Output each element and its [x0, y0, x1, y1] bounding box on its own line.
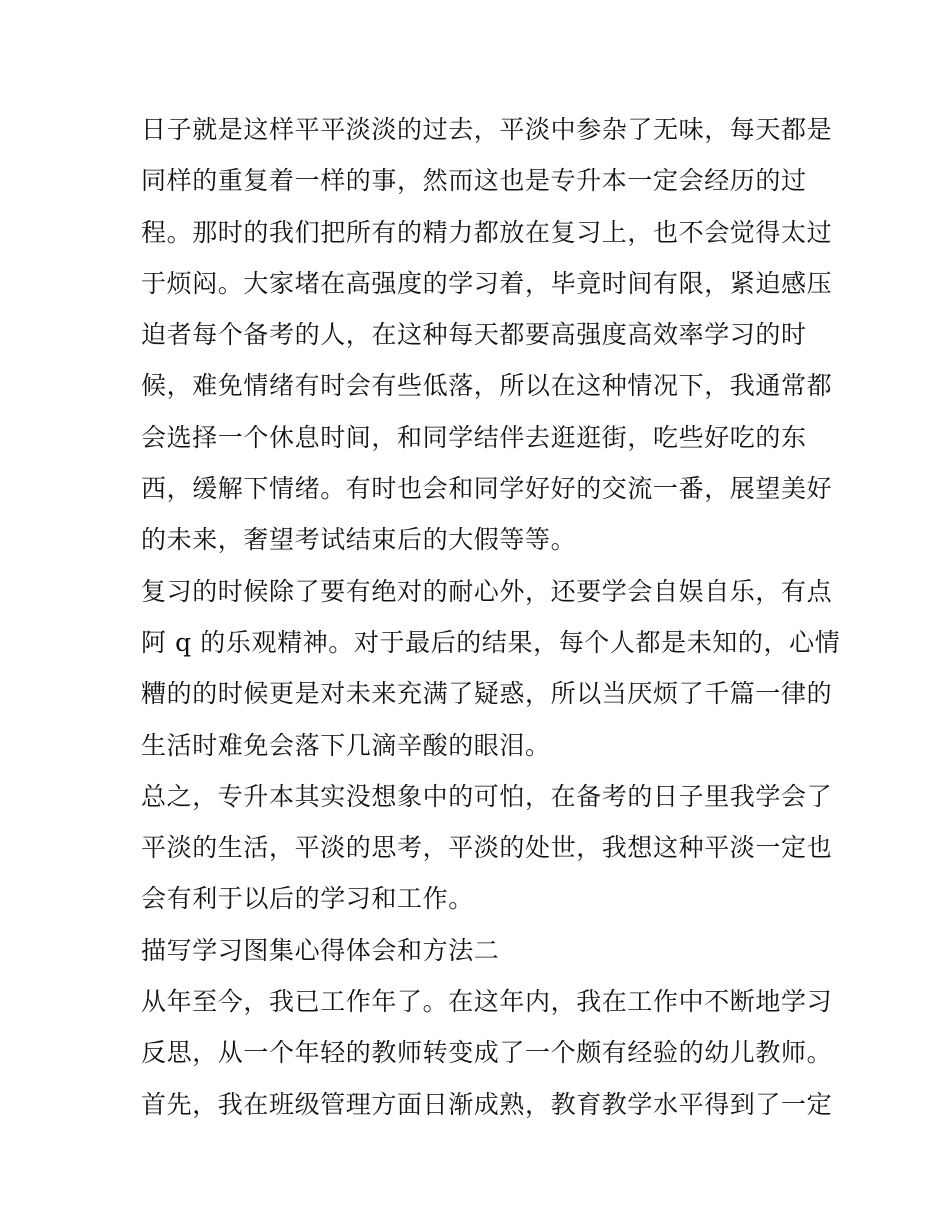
- document-body: [141, 104, 841, 1130]
- section-heading: 描写学习图集心得体会和方法二: [141, 935, 500, 965]
- text-line: 阿 q 的乐观精神。对于最后的结果，每个人都是未知的，心情: [141, 627, 841, 657]
- text-line: 首先，我在班级管理方面日渐成熟，教育教学水平得到了一定: [141, 1089, 833, 1119]
- text-line: 同样的重复着一样的事，然而这也是专升本一定会经历的过: [141, 166, 807, 196]
- text-line: 平淡的生活，平淡的思考，平淡的处世，我想这种平淡一定也: [141, 833, 833, 863]
- text-line: 糟的的时候更是对未来充满了疑惑，所以当厌烦了千篇一律的: [141, 679, 833, 709]
- text-line: 会有利于以后的学习和工作。: [141, 884, 474, 914]
- text-line: 总之，专升本其实没想象中的可怕，在备考的日子里我学会了: [141, 781, 833, 811]
- text-line: 生活时难免会落下几滴辛酸的眼泪。: [141, 730, 551, 760]
- text-line: 的未来，奢望考试结束后的大假等等。: [141, 525, 577, 555]
- text-line: 反思，从一个年轻的教师转变成了一个颇有经验的幼儿教师。: [141, 1038, 833, 1068]
- text-line: 会选择一个休息时间，和同学结伴去逛逛街，吃些好吃的东: [141, 422, 807, 452]
- text-line: 复习的时候除了要有绝对的耐心外，还要学会自娱自乐，有点: [141, 576, 833, 606]
- text-line: 迫者每个备考的人，在这种每天都要高强度高效率学习的时: [141, 320, 807, 350]
- text-line: 西，缓解下情绪。有时也会和同学好好的交流一番，展望美好: [141, 474, 833, 504]
- text-line: 于烦闷。大家堵在高强度的学习着，毕竟时间有限，紧迫感压: [141, 268, 833, 298]
- text-line: 从年至今，我已工作年了。在这年内，我在工作中不断地学习: [141, 987, 833, 1017]
- text-line: 日子就是这样平平淡淡的过去，平淡中参杂了无味，每天都是: [141, 115, 833, 144]
- text-line: 程。那时的我们把所有的精力都放在复习上，也不会觉得太过: [141, 217, 833, 247]
- text-line: 候，难免情绪有时会有些低落，所以在这种情况下，我通常都: [141, 371, 833, 401]
